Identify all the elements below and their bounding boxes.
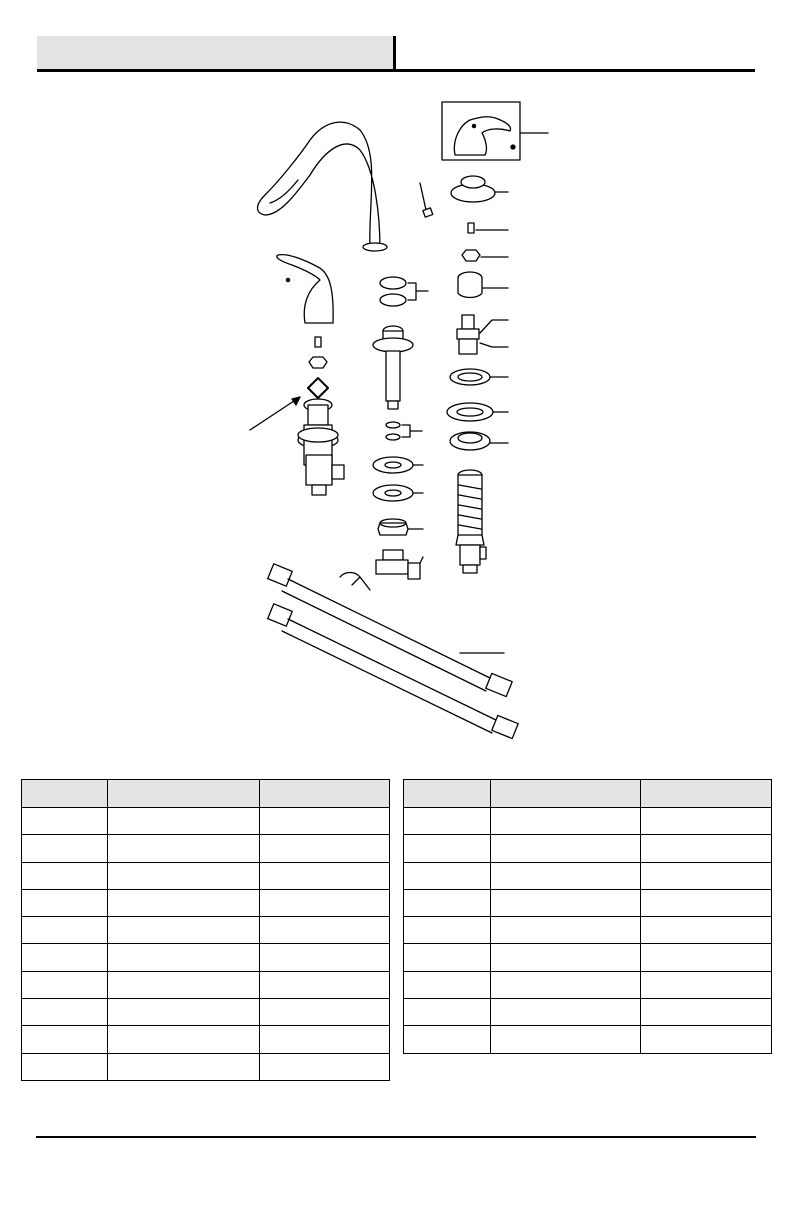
table-cell <box>641 862 772 889</box>
valve-body-right <box>456 470 486 573</box>
table-cell <box>107 971 260 998</box>
table-cell <box>641 917 772 944</box>
table-cell <box>22 917 108 944</box>
table-cell <box>22 999 108 1026</box>
table-row <box>404 889 772 916</box>
table-row <box>22 971 390 998</box>
o-rings-top <box>380 277 428 306</box>
table-cell <box>490 889 641 916</box>
parts-table-left <box>21 779 390 1081</box>
table-row <box>404 835 772 862</box>
table-cell <box>490 862 641 889</box>
table-cell <box>22 1026 108 1053</box>
table-cell <box>22 971 108 998</box>
table-cell <box>490 808 641 835</box>
table-cell <box>260 944 390 971</box>
table-row <box>404 999 772 1026</box>
handle-screw <box>468 223 508 233</box>
table-cell <box>404 944 491 971</box>
table-row <box>22 944 390 971</box>
table-cell <box>260 999 390 1026</box>
parts-drawing <box>230 95 560 755</box>
table-cell <box>404 1026 491 1053</box>
washer-center-1 <box>373 457 423 473</box>
table-cell <box>107 1053 260 1080</box>
header-rule <box>37 69 755 72</box>
handle-callout-box <box>442 102 548 160</box>
table-row <box>22 835 390 862</box>
washer-right-1 <box>450 369 508 385</box>
table-cell <box>641 835 772 862</box>
header-cell <box>490 780 641 808</box>
table-cell <box>404 862 491 889</box>
table-cell <box>641 971 772 998</box>
footer-rule <box>36 1136 756 1138</box>
escutcheon <box>451 176 508 202</box>
header-cell <box>107 780 260 808</box>
supply-hose-1 <box>268 564 512 697</box>
parts-table-right <box>403 779 772 1054</box>
page-header <box>37 36 755 72</box>
handle-screw-left <box>315 337 321 347</box>
table-cell <box>641 1026 772 1053</box>
small-nut <box>462 250 508 261</box>
table-cell <box>22 862 108 889</box>
table-cell <box>22 889 108 916</box>
table-cell <box>22 808 108 835</box>
table-row <box>404 1026 772 1053</box>
small-nut-left <box>309 357 327 368</box>
table-row <box>404 862 772 889</box>
table-cell <box>490 971 641 998</box>
washer-center-2 <box>373 485 423 501</box>
table-cell <box>404 917 491 944</box>
table-cell <box>22 1053 108 1080</box>
mounting-nut-center <box>378 519 423 535</box>
table-cell <box>107 999 260 1026</box>
table-row <box>22 808 390 835</box>
exploded-parts-diagram <box>230 95 560 755</box>
bonnet-nut <box>458 272 508 298</box>
cartridge <box>457 315 508 354</box>
table-cell <box>260 808 390 835</box>
table-cell <box>641 808 772 835</box>
table-cell <box>490 1026 641 1053</box>
header-cell <box>22 780 108 808</box>
table-cell <box>404 971 491 998</box>
table-header-row <box>22 780 390 808</box>
header-cell <box>260 780 390 808</box>
table-cell <box>260 889 390 916</box>
table-cell <box>404 889 491 916</box>
table-cell <box>107 835 260 862</box>
table-cell <box>260 1053 390 1080</box>
washer-right-2 <box>447 403 508 421</box>
table-cell <box>490 835 641 862</box>
table-row <box>404 917 772 944</box>
table-cell <box>260 835 390 862</box>
table-cell <box>490 917 641 944</box>
table-cell <box>107 944 260 971</box>
spout-shank <box>373 326 413 409</box>
table-cell <box>404 835 491 862</box>
table-row <box>404 944 772 971</box>
table-row <box>22 917 390 944</box>
table-cell <box>107 862 260 889</box>
table-cell <box>641 999 772 1026</box>
table-cell <box>404 808 491 835</box>
o-rings-small <box>386 422 422 440</box>
handle-left <box>277 255 333 323</box>
tee-connector <box>376 550 423 579</box>
section-title-tab <box>37 36 396 71</box>
table-cell <box>641 889 772 916</box>
table-cell <box>404 999 491 1026</box>
table-cell <box>22 835 108 862</box>
table-row <box>22 1053 390 1080</box>
set-screw <box>420 183 433 217</box>
table-row <box>22 862 390 889</box>
table-row <box>22 999 390 1026</box>
clip <box>340 573 370 591</box>
supply-hose-2 <box>268 604 518 739</box>
valve-body-left <box>250 378 344 495</box>
table-row <box>22 889 390 916</box>
table-cell <box>490 944 641 971</box>
table-cell <box>22 944 108 971</box>
table-cell <box>641 944 772 971</box>
table-cell <box>260 971 390 998</box>
table-header-row <box>404 780 772 808</box>
spout <box>258 122 388 251</box>
table-cell <box>260 917 390 944</box>
table-row <box>22 1026 390 1053</box>
header-cell <box>404 780 491 808</box>
table-cell <box>490 999 641 1026</box>
table-cell <box>107 917 260 944</box>
table-cell <box>107 889 260 916</box>
table-cell <box>107 808 260 835</box>
mounting-nut-right <box>450 432 508 450</box>
header-cell <box>641 780 772 808</box>
table-row <box>404 971 772 998</box>
table-cell <box>260 1026 390 1053</box>
table-cell <box>107 1026 260 1053</box>
table-cell <box>260 862 390 889</box>
table-row <box>404 808 772 835</box>
